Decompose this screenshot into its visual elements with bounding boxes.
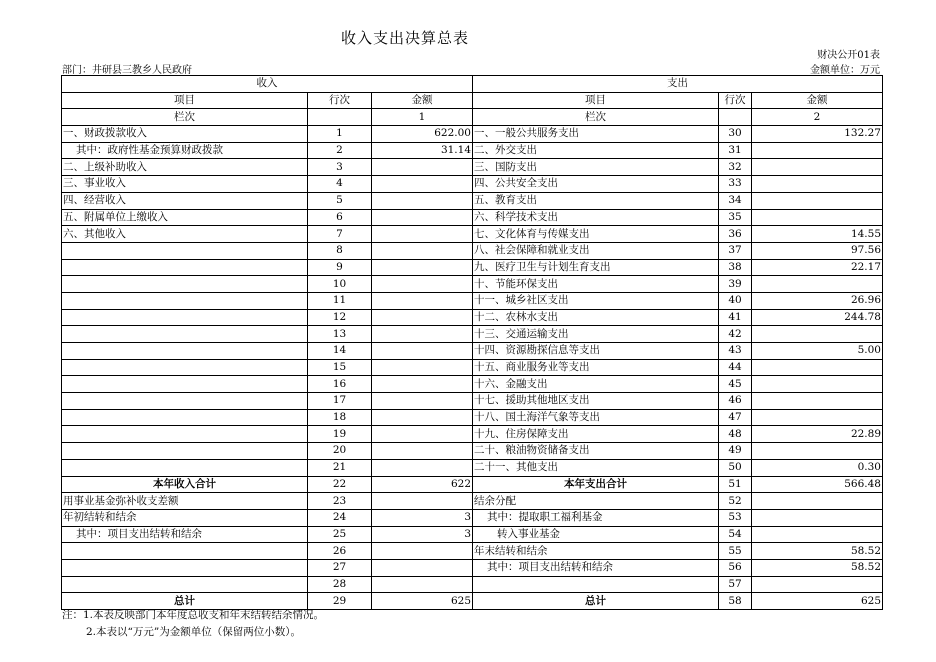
expense-item-cell: 四、公共安全支出 bbox=[473, 176, 719, 193]
income-rowno-cell: 26 bbox=[308, 543, 372, 560]
expense-amount-cell bbox=[752, 493, 883, 510]
income-item-cell: 一、财政拨款收入 bbox=[62, 126, 308, 143]
table-row bbox=[62, 509, 883, 526]
expense-item-cell: 年末结转和结余 bbox=[473, 543, 719, 560]
table-row bbox=[62, 343, 883, 360]
table-row bbox=[62, 309, 883, 326]
income-item-cell bbox=[62, 359, 308, 376]
expense-rowno-cell: 46 bbox=[719, 393, 752, 410]
income-item-cell: 本年收入合计 bbox=[62, 476, 308, 493]
income-item-cell bbox=[62, 559, 308, 576]
table-row bbox=[62, 209, 883, 226]
income-amount-cell bbox=[372, 192, 473, 209]
table-row bbox=[62, 576, 883, 593]
income-item-cell bbox=[62, 393, 308, 410]
income-rowno-header: 行次 bbox=[308, 92, 372, 109]
table-row bbox=[62, 493, 883, 510]
income-item-cell: 年初结转和结余 bbox=[62, 509, 308, 526]
table-row bbox=[62, 126, 883, 143]
income-item-cell: 总计 bbox=[62, 593, 308, 610]
income-rowno-cell: 28 bbox=[308, 576, 372, 593]
income-item-cell: 六、其他收入 bbox=[62, 226, 308, 243]
income-amount-cell bbox=[372, 226, 473, 243]
income-item-cell: 三、事业收入 bbox=[62, 176, 308, 193]
income-item-cell bbox=[62, 343, 308, 360]
expense-item-header: 项目 bbox=[473, 92, 719, 109]
expense-amount-cell bbox=[752, 393, 883, 410]
income-rowno-cell: 16 bbox=[308, 376, 372, 393]
table-body bbox=[62, 126, 883, 610]
expense-item-cell: 一、一般公共服务支出 bbox=[473, 126, 719, 143]
income-item-cell bbox=[62, 326, 308, 343]
table-row bbox=[62, 276, 883, 293]
income-amount-cell bbox=[372, 459, 473, 476]
income-item-cell: 其中：项目支出结转和结余 bbox=[62, 526, 308, 543]
income-rowno-cell: 24 bbox=[308, 509, 372, 526]
income-item-cell bbox=[62, 376, 308, 393]
table-row bbox=[62, 459, 883, 476]
expense-rowno-cell: 56 bbox=[719, 559, 752, 576]
income-item-cell: 用事业基金弥补收支差额 bbox=[62, 493, 308, 510]
income-lanci-number: 1 bbox=[372, 109, 473, 126]
table-row bbox=[62, 259, 883, 276]
income-rowno-cell: 25 bbox=[308, 526, 372, 543]
expense-rowno-cell: 41 bbox=[719, 309, 752, 326]
expense-item-cell: 总计 bbox=[473, 593, 719, 610]
expense-rowno-cell: 36 bbox=[719, 226, 752, 243]
income-rowno-cell: 4 bbox=[308, 176, 372, 193]
expense-amount-cell: 58.52 bbox=[752, 543, 883, 560]
income-amount-cell bbox=[372, 176, 473, 193]
expense-amount-cell: 22.17 bbox=[752, 259, 883, 276]
expense-lanci-label: 栏次 bbox=[473, 109, 719, 126]
expense-rowno-cell: 53 bbox=[719, 509, 752, 526]
table-row bbox=[62, 176, 883, 193]
income-amount-cell bbox=[372, 393, 473, 410]
income-rowno-cell: 15 bbox=[308, 359, 372, 376]
expense-rowno-cell: 52 bbox=[719, 493, 752, 510]
table-row bbox=[62, 292, 883, 309]
table-row bbox=[62, 426, 883, 443]
income-item-cell: 二、上级补助收入 bbox=[62, 159, 308, 176]
expense-rowno-cell: 50 bbox=[719, 459, 752, 476]
expense-amount-cell: 58.52 bbox=[752, 559, 883, 576]
expense-section-header: 支出 bbox=[473, 76, 883, 93]
expense-rowno-cell: 49 bbox=[719, 443, 752, 460]
expense-amount-cell bbox=[752, 509, 883, 526]
expense-amount-cell bbox=[752, 359, 883, 376]
amount-unit-label: 金额单位：万元 bbox=[810, 65, 880, 76]
expense-item-cell: 转入事业基金 bbox=[473, 526, 719, 543]
expense-amount-cell: 132.27 bbox=[752, 126, 883, 143]
expense-rowno-cell: 31 bbox=[719, 142, 752, 159]
expense-item-cell: 本年支出合计 bbox=[473, 476, 719, 493]
expense-item-cell bbox=[473, 576, 719, 593]
expense-amount-cell bbox=[752, 209, 883, 226]
income-rowno-cell: 14 bbox=[308, 343, 372, 360]
income-rowno-cell: 3 bbox=[308, 159, 372, 176]
income-amount-cell bbox=[372, 159, 473, 176]
expense-item-cell: 十六、金融支出 bbox=[473, 376, 719, 393]
expense-amount-cell: 0.30 bbox=[752, 459, 883, 476]
income-item-cell bbox=[62, 259, 308, 276]
income-rowno-cell: 1 bbox=[308, 126, 372, 143]
expense-rowno-cell: 47 bbox=[719, 409, 752, 426]
expense-rowno-cell: 58 bbox=[719, 593, 752, 610]
income-rowno-cell: 11 bbox=[308, 292, 372, 309]
income-item-cell bbox=[62, 276, 308, 293]
expense-rowno-cell: 48 bbox=[719, 426, 752, 443]
expense-amount-cell bbox=[752, 142, 883, 159]
table-header-row-sections bbox=[62, 76, 883, 93]
expense-amount-cell bbox=[752, 376, 883, 393]
expense-item-cell: 十三、交通运输支出 bbox=[473, 326, 719, 343]
income-amount-cell bbox=[372, 292, 473, 309]
expense-item-cell: 十八、国土海洋气象等支出 bbox=[473, 409, 719, 426]
expense-rowno-cell: 43 bbox=[719, 343, 752, 360]
expense-item-cell: 十二、农林水支出 bbox=[473, 309, 719, 326]
expense-amount-cell bbox=[752, 159, 883, 176]
expense-rowno-cell: 34 bbox=[719, 192, 752, 209]
income-amount-cell: 3 bbox=[372, 509, 473, 526]
income-item-cell bbox=[62, 409, 308, 426]
expense-amount-cell bbox=[752, 192, 883, 209]
expense-amount-cell: 625 bbox=[752, 593, 883, 610]
expense-rowno-cell: 40 bbox=[719, 292, 752, 309]
table-row bbox=[62, 326, 883, 343]
income-amount-cell bbox=[372, 209, 473, 226]
income-amount-cell bbox=[372, 409, 473, 426]
expense-item-cell: 六、科学技术支出 bbox=[473, 209, 719, 226]
expense-amount-cell: 22.89 bbox=[752, 426, 883, 443]
expense-amount-cell: 566.48 bbox=[752, 476, 883, 493]
expense-item-cell: 五、教育支出 bbox=[473, 192, 719, 209]
income-amount-cell bbox=[372, 326, 473, 343]
income-lanci-label: 栏次 bbox=[62, 109, 308, 126]
expense-rowno-cell: 39 bbox=[719, 276, 752, 293]
income-rowno-cell: 12 bbox=[308, 309, 372, 326]
income-amount-cell bbox=[372, 309, 473, 326]
income-item-cell bbox=[62, 543, 308, 560]
income-rowno-cell: 2 bbox=[308, 142, 372, 159]
expense-rowno-cell: 54 bbox=[719, 526, 752, 543]
expense-rowno-cell: 57 bbox=[719, 576, 752, 593]
department-label: 部门：井研县三教乡人民政府 bbox=[62, 65, 192, 76]
income-item-cell bbox=[62, 459, 308, 476]
expense-item-cell: 八、社会保障和就业支出 bbox=[473, 242, 719, 259]
expense-amount-cell: 97.56 bbox=[752, 242, 883, 259]
expense-item-cell: 七、文化体育与传媒支出 bbox=[473, 226, 719, 243]
income-amount-cell bbox=[372, 359, 473, 376]
income-amount-cell bbox=[372, 376, 473, 393]
table-row bbox=[62, 476, 883, 493]
income-amount-cell bbox=[372, 559, 473, 576]
table-row bbox=[62, 359, 883, 376]
expense-item-cell: 十九、住房保障支出 bbox=[473, 426, 719, 443]
income-amount-cell bbox=[372, 259, 473, 276]
expense-rowno-cell: 38 bbox=[719, 259, 752, 276]
table-row bbox=[62, 393, 883, 410]
income-rowno-cell: 22 bbox=[308, 476, 372, 493]
table-row bbox=[62, 543, 883, 560]
table-header-row-columns bbox=[62, 92, 883, 109]
footnotes bbox=[62, 607, 324, 641]
income-item-cell bbox=[62, 309, 308, 326]
expense-amount-cell bbox=[752, 326, 883, 343]
expense-item-cell: 二、外交支出 bbox=[473, 142, 719, 159]
income-item-cell bbox=[62, 426, 308, 443]
income-item-header: 项目 bbox=[62, 92, 308, 109]
income-rowno-cell: 27 bbox=[308, 559, 372, 576]
expense-rowno-header: 行次 bbox=[719, 92, 752, 109]
expense-rowno-cell: 32 bbox=[719, 159, 752, 176]
income-lanci-empty bbox=[308, 109, 372, 126]
table-row bbox=[62, 192, 883, 209]
expense-amount-cell: 14.55 bbox=[752, 226, 883, 243]
income-item-cell bbox=[62, 576, 308, 593]
income-amount-cell bbox=[372, 426, 473, 443]
expense-amount-cell: 26.96 bbox=[752, 292, 883, 309]
expense-rowno-cell: 45 bbox=[719, 376, 752, 393]
expense-lanci-empty bbox=[719, 109, 752, 126]
income-rowno-cell: 13 bbox=[308, 326, 372, 343]
income-amount-cell bbox=[372, 493, 473, 510]
income-rowno-cell: 10 bbox=[308, 276, 372, 293]
income-amount-cell: 625 bbox=[372, 593, 473, 610]
income-rowno-cell: 21 bbox=[308, 459, 372, 476]
expense-item-cell: 二十、粮油物资储备支出 bbox=[473, 443, 719, 460]
expense-lanci-number: 2 bbox=[752, 109, 883, 126]
expense-rowno-cell: 51 bbox=[719, 476, 752, 493]
expense-item-cell: 二十一、其他支出 bbox=[473, 459, 719, 476]
income-rowno-cell: 18 bbox=[308, 409, 372, 426]
expense-amount-cell bbox=[752, 526, 883, 543]
income-amount-cell: 622.00 bbox=[372, 126, 473, 143]
form-number: 财决公开01表 bbox=[817, 50, 880, 61]
income-amount-cell: 3 bbox=[372, 526, 473, 543]
expense-rowno-cell: 55 bbox=[719, 543, 752, 560]
income-item-cell bbox=[62, 292, 308, 309]
expense-item-cell: 十、节能环保支出 bbox=[473, 276, 719, 293]
table-row bbox=[62, 443, 883, 460]
income-amount-cell bbox=[372, 543, 473, 560]
income-amount-cell bbox=[372, 276, 473, 293]
expense-amount-cell bbox=[752, 176, 883, 193]
expense-rowno-cell: 35 bbox=[719, 209, 752, 226]
income-amount-cell bbox=[372, 443, 473, 460]
expense-item-cell: 其中：项目支出结转和结余 bbox=[473, 559, 719, 576]
page-title: 收入支出决算总表 bbox=[340, 29, 469, 47]
table-row bbox=[62, 159, 883, 176]
income-amount-cell bbox=[372, 242, 473, 259]
expense-item-cell: 三、国防支出 bbox=[473, 159, 719, 176]
table-header-row-lanci bbox=[62, 109, 883, 126]
table-row bbox=[62, 242, 883, 259]
income-amount-cell bbox=[372, 343, 473, 360]
expense-item-cell: 其中：提取职工福利基金 bbox=[473, 509, 719, 526]
expense-amount-header: 金额 bbox=[752, 92, 883, 109]
income-amount-cell: 622 bbox=[372, 476, 473, 493]
income-rowno-cell: 5 bbox=[308, 192, 372, 209]
expense-item-cell: 十七、援助其他地区支出 bbox=[473, 393, 719, 410]
income-item-cell bbox=[62, 443, 308, 460]
income-rowno-cell: 23 bbox=[308, 493, 372, 510]
income-expense-table bbox=[61, 75, 883, 610]
footnote-2: 2.本表以“万元”为金额单位（保留两位小数）。 bbox=[86, 626, 302, 638]
expense-rowno-cell: 30 bbox=[719, 126, 752, 143]
income-section-header: 收入 bbox=[62, 76, 473, 93]
income-rowno-cell: 9 bbox=[308, 259, 372, 276]
income-amount-cell: 31.14 bbox=[372, 142, 473, 159]
income-item-cell: 其中：政府性基金预算财政拨款 bbox=[62, 142, 308, 159]
expense-item-cell: 结余分配 bbox=[473, 493, 719, 510]
expense-item-cell: 十四、资源勘探信息等支出 bbox=[473, 343, 719, 360]
income-rowno-cell: 17 bbox=[308, 393, 372, 410]
table-row bbox=[62, 142, 883, 159]
expense-amount-cell: 5.00 bbox=[752, 343, 883, 360]
income-item-cell: 四、经营收入 bbox=[62, 192, 308, 209]
expense-item-cell: 十五、商业服务业等支出 bbox=[473, 359, 719, 376]
expense-rowno-cell: 42 bbox=[719, 326, 752, 343]
income-rowno-cell: 8 bbox=[308, 242, 372, 259]
expense-rowno-cell: 37 bbox=[719, 242, 752, 259]
income-rowno-cell: 20 bbox=[308, 443, 372, 460]
table-row bbox=[62, 226, 883, 243]
table-row bbox=[62, 409, 883, 426]
income-rowno-cell: 7 bbox=[308, 226, 372, 243]
income-item-cell bbox=[62, 242, 308, 259]
expense-item-cell: 九、医疗卫生与计划生育支出 bbox=[473, 259, 719, 276]
expense-rowno-cell: 44 bbox=[719, 359, 752, 376]
income-rowno-cell: 29 bbox=[308, 593, 372, 610]
expense-amount-cell: 244.78 bbox=[752, 309, 883, 326]
expense-rowno-cell: 33 bbox=[719, 176, 752, 193]
income-amount-cell bbox=[372, 576, 473, 593]
expense-item-cell: 十一、城乡社区支出 bbox=[473, 292, 719, 309]
footnote-1: 注：1.本表反映部门本年度总收支和年末结转结余情况。 bbox=[62, 609, 325, 621]
expense-amount-cell bbox=[752, 409, 883, 426]
table-row bbox=[62, 559, 883, 576]
expense-amount-cell bbox=[752, 576, 883, 593]
table-row bbox=[62, 526, 883, 543]
table-row bbox=[62, 376, 883, 393]
income-rowno-cell: 6 bbox=[308, 209, 372, 226]
income-rowno-cell: 19 bbox=[308, 426, 372, 443]
expense-amount-cell bbox=[752, 443, 883, 460]
income-item-cell: 五、附属单位上缴收入 bbox=[62, 209, 308, 226]
expense-amount-cell bbox=[752, 276, 883, 293]
income-amount-header: 金额 bbox=[372, 92, 473, 109]
